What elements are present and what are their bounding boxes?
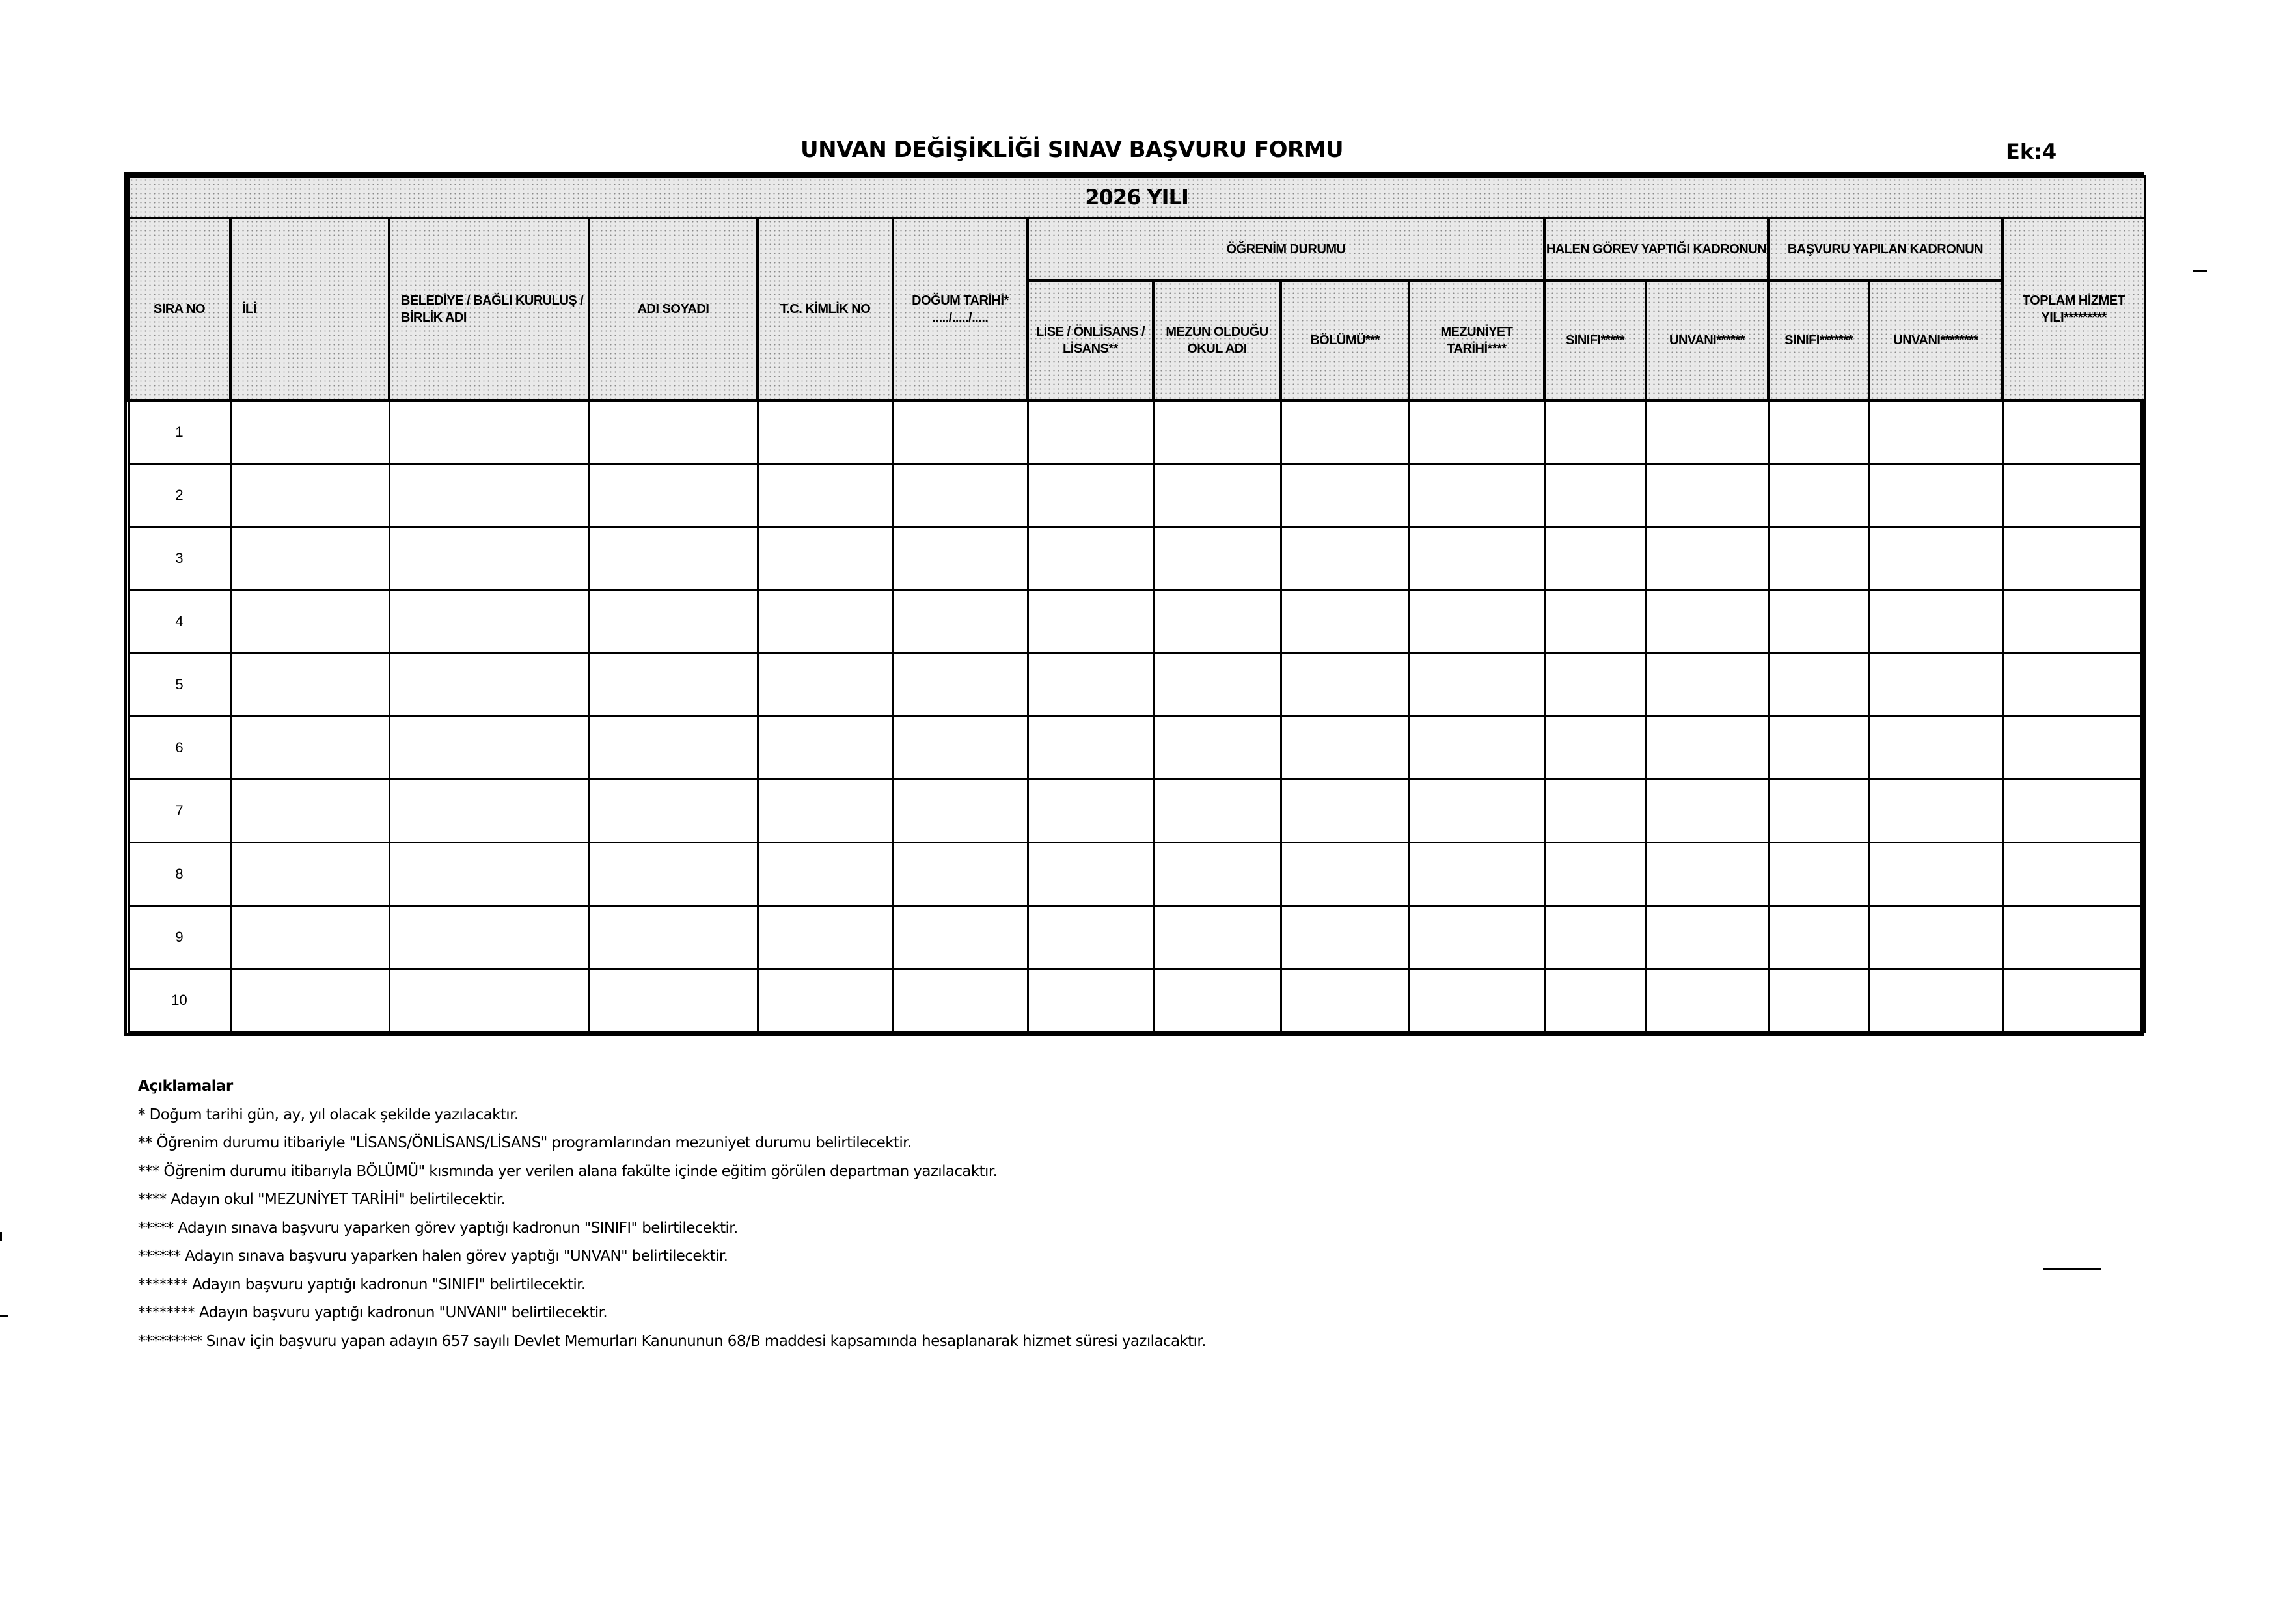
cell-dogum-tarihi[interactable] bbox=[893, 843, 1028, 906]
cell-ili[interactable] bbox=[230, 906, 389, 969]
cell-mezun-okul[interactable] bbox=[1153, 464, 1281, 527]
cell-belediye[interactable] bbox=[389, 969, 589, 1032]
cell-belediye[interactable] bbox=[389, 527, 589, 590]
cell-mezuniyet-tarihi[interactable] bbox=[1409, 464, 1544, 527]
cell-basvuru-sinifi[interactable] bbox=[1768, 843, 1869, 906]
cell-ili[interactable] bbox=[230, 590, 389, 653]
application-form-table bbox=[124, 172, 2144, 1036]
annex-label: Ek:4 bbox=[2006, 139, 2057, 164]
note-item: ********* Sınav için başvuru yapan adayın 657 sayılı Devlet Memurları Kanununun 68/B maddesi kapsamında hesaplanarak hizmet süresi yazılacaktır. bbox=[138, 1332, 1206, 1350]
table-row bbox=[128, 527, 2145, 590]
table-row bbox=[128, 717, 2145, 780]
cell-basvuru-unvani[interactable] bbox=[1869, 780, 2002, 843]
col-sira-no: SIRA NO bbox=[128, 218, 230, 400]
col-halen-unvani: UNVANI****** bbox=[1646, 281, 1768, 400]
cell-ili[interactable] bbox=[230, 464, 389, 527]
cell-basvuru-sinifi[interactable] bbox=[1768, 400, 1869, 464]
cell-dogum-tarihi[interactable] bbox=[893, 464, 1028, 527]
cell-mezuniyet-tarihi[interactable] bbox=[1409, 780, 1544, 843]
cell-adi-soyadi[interactable] bbox=[589, 464, 758, 527]
cell-halen-unvani[interactable] bbox=[1646, 906, 1768, 969]
cell-adi-soyadi[interactable] bbox=[589, 906, 758, 969]
cell-lise-onlisans-lisans[interactable] bbox=[1028, 464, 1153, 527]
cell-adi-soyadi[interactable] bbox=[589, 400, 758, 464]
cell-dogum-tarihi[interactable] bbox=[893, 653, 1028, 717]
cell-halen-unvani[interactable] bbox=[1646, 653, 1768, 717]
scan-mark bbox=[2193, 270, 2207, 272]
cell-belediye[interactable] bbox=[389, 906, 589, 969]
cell-tc-kimlik-no[interactable] bbox=[758, 527, 893, 590]
cell-toplam-hizmet[interactable] bbox=[2002, 464, 2145, 527]
cell-basvuru-sinifi[interactable] bbox=[1768, 780, 1869, 843]
cell-belediye[interactable] bbox=[389, 464, 589, 527]
cell-bolumu[interactable] bbox=[1281, 653, 1409, 717]
cell-lise-onlisans-lisans[interactable] bbox=[1028, 780, 1153, 843]
cell-halen-sinifi[interactable] bbox=[1544, 843, 1646, 906]
cell-halen-sinifi[interactable] bbox=[1544, 590, 1646, 653]
note-item: ***** Adayın sınava başvuru yaparken görev yaptığı kadronun "SINIFI" belirtilecektir. bbox=[138, 1219, 738, 1237]
cell-toplam-hizmet[interactable] bbox=[2002, 780, 2145, 843]
group-ogrenim-durumu: ÖĞRENİM DURUMU bbox=[1028, 218, 1544, 281]
cell-basvuru-unvani[interactable] bbox=[1869, 717, 2002, 780]
note-item: ******* Adayın başvuru yaptığı kadronun "SINIFI" belirtilecektir. bbox=[138, 1276, 586, 1293]
cell-mezun-okul[interactable] bbox=[1153, 653, 1281, 717]
cell-halen-sinifi[interactable] bbox=[1544, 653, 1646, 717]
cell-halen-sinifi[interactable] bbox=[1544, 969, 1646, 1032]
cell-dogum-tarihi[interactable] bbox=[893, 969, 1028, 1032]
cell-bolumu[interactable] bbox=[1281, 969, 1409, 1032]
cell-adi-soyadi[interactable] bbox=[589, 717, 758, 780]
row-number: 2 bbox=[128, 464, 230, 527]
cell-belediye[interactable] bbox=[389, 717, 589, 780]
cell-bolumu[interactable] bbox=[1281, 843, 1409, 906]
cell-toplam-hizmet[interactable] bbox=[2002, 906, 2145, 969]
table-row bbox=[128, 400, 2145, 464]
cell-basvuru-sinifi[interactable] bbox=[1768, 906, 1869, 969]
table-row bbox=[128, 843, 2145, 906]
cell-toplam-hizmet[interactable] bbox=[2002, 590, 2145, 653]
cell-mezun-okul[interactable] bbox=[1153, 906, 1281, 969]
row-number: 8 bbox=[128, 843, 230, 906]
cell-ili[interactable] bbox=[230, 653, 389, 717]
cell-basvuru-sinifi[interactable] bbox=[1768, 590, 1869, 653]
cell-mezun-okul[interactable] bbox=[1153, 843, 1281, 906]
cell-tc-kimlik-no[interactable] bbox=[758, 780, 893, 843]
note-item: ****** Adayın sınava başvuru yaparken halen görev yaptığı "UNVAN" belirtilecektir. bbox=[138, 1248, 728, 1265]
row-number: 1 bbox=[128, 400, 230, 464]
row-number: 3 bbox=[128, 527, 230, 590]
cell-dogum-tarihi[interactable] bbox=[893, 527, 1028, 590]
cell-tc-kimlik-no[interactable] bbox=[758, 717, 893, 780]
col-halen-sinifi: SINIFI***** bbox=[1544, 281, 1646, 400]
cell-mezun-okul[interactable] bbox=[1153, 780, 1281, 843]
col-lise-onlisans-lisans: LİSE / ÖNLİSANS / LİSANS** bbox=[1028, 281, 1153, 400]
cell-ili[interactable] bbox=[230, 400, 389, 464]
cell-belediye[interactable] bbox=[389, 653, 589, 717]
col-mezuniyet-tarihi: MEZUNİYET TARİHİ**** bbox=[1409, 281, 1544, 400]
dogum-tarihi-label: DOĞUM TARİHİ* bbox=[912, 294, 1009, 308]
cell-belediye[interactable] bbox=[389, 780, 589, 843]
cell-halen-unvani[interactable] bbox=[1646, 590, 1768, 653]
cell-basvuru-unvani[interactable] bbox=[1869, 653, 2002, 717]
group-basvuru-kadro: BAŞVURU YAPILAN KADRONUN bbox=[1768, 218, 2002, 281]
cell-dogum-tarihi[interactable] bbox=[893, 780, 1028, 843]
cell-belediye[interactable] bbox=[389, 400, 589, 464]
cell-lise-onlisans-lisans[interactable] bbox=[1028, 400, 1153, 464]
cell-mezun-okul[interactable] bbox=[1153, 969, 1281, 1032]
cell-toplam-hizmet[interactable] bbox=[2002, 527, 2145, 590]
form-body bbox=[128, 400, 2145, 1032]
cell-mezun-okul[interactable] bbox=[1153, 527, 1281, 590]
cell-halen-unvani[interactable] bbox=[1646, 400, 1768, 464]
table-row bbox=[128, 590, 2145, 653]
row-number: 9 bbox=[128, 906, 230, 969]
cell-halen-sinifi[interactable] bbox=[1544, 717, 1646, 780]
cell-lise-onlisans-lisans[interactable] bbox=[1028, 527, 1153, 590]
scan-mark bbox=[0, 1315, 8, 1317]
cell-lise-onlisans-lisans[interactable] bbox=[1028, 590, 1153, 653]
cell-basvuru-unvani[interactable] bbox=[1869, 906, 2002, 969]
cell-adi-soyadi[interactable] bbox=[589, 969, 758, 1032]
cell-bolumu[interactable] bbox=[1281, 780, 1409, 843]
note-item: * Doğum tarihi gün, ay, yıl olacak şekilde yazılacaktır. bbox=[138, 1106, 519, 1123]
row-number: 7 bbox=[128, 780, 230, 843]
cell-mezuniyet-tarihi[interactable] bbox=[1409, 400, 1544, 464]
cell-bolumu[interactable] bbox=[1281, 717, 1409, 780]
cell-lise-onlisans-lisans[interactable] bbox=[1028, 717, 1153, 780]
row-number: 4 bbox=[128, 590, 230, 653]
cell-tc-kimlik-no[interactable] bbox=[758, 843, 893, 906]
table-row bbox=[128, 464, 2145, 527]
cell-mezun-okul[interactable] bbox=[1153, 400, 1281, 464]
cell-belediye[interactable] bbox=[389, 843, 589, 906]
col-tc-kimlik-no: T.C. KİMLİK NO bbox=[758, 218, 893, 400]
cell-mezuniyet-tarihi[interactable] bbox=[1409, 969, 1544, 1032]
cell-halen-unvani[interactable] bbox=[1646, 843, 1768, 906]
table-row bbox=[128, 969, 2145, 1032]
cell-ili[interactable] bbox=[230, 527, 389, 590]
col-ili: İLİ bbox=[230, 218, 389, 400]
row-number: 6 bbox=[128, 717, 230, 780]
explanations-section bbox=[138, 1073, 1700, 1356]
cell-adi-soyadi[interactable] bbox=[589, 653, 758, 717]
cell-belediye[interactable] bbox=[389, 590, 589, 653]
cell-basvuru-unvani[interactable] bbox=[1869, 969, 2002, 1032]
note-item: *** Öğrenim durumu itibarıyla BÖLÜMÜ" kısmında yer verilen alana fakülte içinde eğitim görülen departman yazılacaktır. bbox=[138, 1162, 998, 1180]
explanations-title: Açıklamalar bbox=[138, 1078, 233, 1095]
cell-halen-sinifi[interactable] bbox=[1544, 464, 1646, 527]
cell-mezuniyet-tarihi[interactable] bbox=[1409, 906, 1544, 969]
cell-adi-soyadi[interactable] bbox=[589, 590, 758, 653]
cell-lise-onlisans-lisans[interactable] bbox=[1028, 843, 1153, 906]
cell-basvuru-unvani[interactable] bbox=[1869, 527, 2002, 590]
cell-toplam-hizmet[interactable] bbox=[2002, 400, 2145, 464]
cell-basvuru-sinifi[interactable] bbox=[1768, 653, 1869, 717]
scan-mark bbox=[2043, 1268, 2101, 1270]
col-adi-soyadi: ADI SOYADI bbox=[589, 218, 758, 400]
cell-basvuru-unvani[interactable] bbox=[1869, 590, 2002, 653]
cell-basvuru-sinifi[interactable] bbox=[1768, 464, 1869, 527]
row-number: 10 bbox=[128, 969, 230, 1032]
cell-adi-soyadi[interactable] bbox=[589, 843, 758, 906]
note-item: ** Öğrenim durumu itibariyle "LİSANS/ÖNLİSANS/LİSANS" programlarından mezuniyet durumu belirtilecektir. bbox=[138, 1134, 912, 1151]
cell-tc-kimlik-no[interactable] bbox=[758, 969, 893, 1032]
cell-halen-unvani[interactable] bbox=[1646, 969, 1768, 1032]
cell-halen-unvani[interactable] bbox=[1646, 780, 1768, 843]
cell-basvuru-unvani[interactable] bbox=[1869, 464, 2002, 527]
cell-halen-unvani[interactable] bbox=[1646, 527, 1768, 590]
table-row bbox=[128, 653, 2145, 717]
cell-lise-onlisans-lisans[interactable] bbox=[1028, 906, 1153, 969]
cell-adi-soyadi[interactable] bbox=[589, 780, 758, 843]
cell-mezuniyet-tarihi[interactable] bbox=[1409, 717, 1544, 780]
col-basvuru-sinifi: SINIFI******* bbox=[1768, 281, 1869, 400]
note-item: ******** Adayın başvuru yaptığı kadronun "UNVANI" belirtilecektir. bbox=[138, 1304, 608, 1321]
cell-lise-onlisans-lisans[interactable] bbox=[1028, 969, 1153, 1032]
group-halen-kadro: HALEN GÖREV YAPTIĞI KADRONUN bbox=[1544, 218, 1768, 281]
cell-tc-kimlik-no[interactable] bbox=[758, 590, 893, 653]
cell-mezuniyet-tarihi[interactable] bbox=[1409, 843, 1544, 906]
cell-bolumu[interactable] bbox=[1281, 400, 1409, 464]
cell-basvuru-sinifi[interactable] bbox=[1768, 969, 1869, 1032]
cell-toplam-hizmet[interactable] bbox=[2002, 717, 2145, 780]
table-row bbox=[128, 906, 2145, 969]
cell-bolumu[interactable] bbox=[1281, 590, 1409, 653]
cell-halen-unvani[interactable] bbox=[1646, 464, 1768, 527]
form-title: UNVAN DEĞİŞİKLİĞİ SINAV BAŞVURU FORMU bbox=[800, 137, 1344, 163]
cell-ili[interactable] bbox=[230, 969, 389, 1032]
cell-dogum-tarihi[interactable] bbox=[893, 906, 1028, 969]
note-item: **** Adayın okul "MEZUNİYET TARİHİ" belirtilecektir. bbox=[138, 1191, 506, 1208]
table-row bbox=[128, 780, 2145, 843]
cell-dogum-tarihi[interactable] bbox=[893, 590, 1028, 653]
cell-halen-sinifi[interactable] bbox=[1544, 400, 1646, 464]
cell-mezuniyet-tarihi[interactable] bbox=[1409, 590, 1544, 653]
dogum-tarihi-format: ...../...../..... bbox=[932, 310, 989, 325]
cell-halen-sinifi[interactable] bbox=[1544, 527, 1646, 590]
col-basvuru-unvani: UNVANI******** bbox=[1869, 281, 2002, 400]
cell-ili[interactable] bbox=[230, 717, 389, 780]
col-toplam-hizmet: TOPLAM HİZMET YILI********* bbox=[2002, 218, 2145, 400]
cell-tc-kimlik-no[interactable] bbox=[758, 653, 893, 717]
cell-ili[interactable] bbox=[230, 780, 389, 843]
cell-halen-unvani[interactable] bbox=[1646, 717, 1768, 780]
col-bolumu: BÖLÜMÜ*** bbox=[1281, 281, 1409, 400]
cell-tc-kimlik-no[interactable] bbox=[758, 906, 893, 969]
col-mezun-okul: MEZUN OLDUĞU OKUL ADI bbox=[1153, 281, 1281, 400]
cell-lise-onlisans-lisans[interactable] bbox=[1028, 653, 1153, 717]
cell-ili[interactable] bbox=[230, 843, 389, 906]
col-belediye: BELEDİYE / BAĞLI KURULUŞ / BİRLİK ADI bbox=[389, 218, 589, 400]
cell-tc-kimlik-no[interactable] bbox=[758, 464, 893, 527]
cell-tc-kimlik-no[interactable] bbox=[758, 400, 893, 464]
cell-bolumu[interactable] bbox=[1281, 464, 1409, 527]
cell-bolumu[interactable] bbox=[1281, 527, 1409, 590]
year-header: 2026 YILI bbox=[128, 176, 2145, 218]
cell-basvuru-unvani[interactable] bbox=[1869, 400, 2002, 464]
cell-adi-soyadi[interactable] bbox=[589, 527, 758, 590]
cell-mezun-okul[interactable] bbox=[1153, 717, 1281, 780]
cell-toplam-hizmet[interactable] bbox=[2002, 653, 2145, 717]
cell-mezuniyet-tarihi[interactable] bbox=[1409, 527, 1544, 590]
cell-bolumu[interactable] bbox=[1281, 906, 1409, 969]
col-dogum-tarihi bbox=[893, 218, 1028, 400]
cell-mezun-okul[interactable] bbox=[1153, 590, 1281, 653]
cell-halen-sinifi[interactable] bbox=[1544, 906, 1646, 969]
cell-toplam-hizmet[interactable] bbox=[2002, 843, 2145, 906]
cell-toplam-hizmet[interactable] bbox=[2002, 969, 2145, 1032]
cell-halen-sinifi[interactable] bbox=[1544, 780, 1646, 843]
cell-basvuru-sinifi[interactable] bbox=[1768, 717, 1869, 780]
cell-dogum-tarihi[interactable] bbox=[893, 400, 1028, 464]
cell-basvuru-unvani[interactable] bbox=[1869, 843, 2002, 906]
row-number: 5 bbox=[128, 653, 230, 717]
cell-dogum-tarihi[interactable] bbox=[893, 717, 1028, 780]
cell-basvuru-sinifi[interactable] bbox=[1768, 527, 1869, 590]
cell-mezuniyet-tarihi[interactable] bbox=[1409, 653, 1544, 717]
scan-mark bbox=[0, 1232, 2, 1241]
